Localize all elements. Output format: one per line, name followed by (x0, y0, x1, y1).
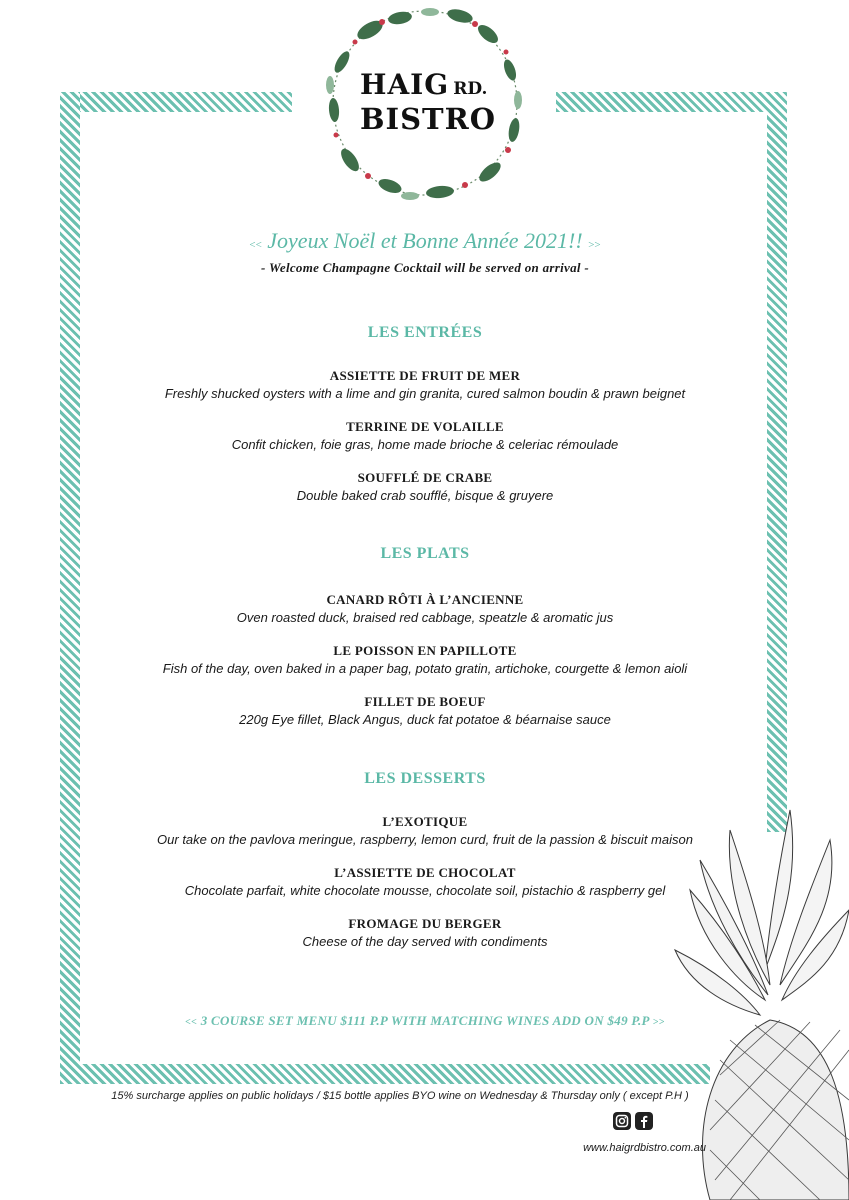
set-menu-text: 3 COURSE SET MENU $111 P.P WITH MATCHING WINES ADD ON $49 P.P (200, 1013, 650, 1028)
border-stripe-top-right (556, 92, 787, 112)
dish-name: L’ASSIETTE DE CHOCOLAT (334, 865, 516, 880)
website-link[interactable]: www.haigrdbistro.com.au (583, 1142, 706, 1154)
section-title: LES DESSERTS (364, 770, 486, 787)
dish-item (100, 694, 750, 727)
dish-name: TERRINE DE VOLAILLE (346, 419, 504, 434)
dish-item (100, 814, 750, 847)
dish-name: L’EXOTIQUE (382, 814, 468, 829)
section-title: LES PLATS (380, 545, 470, 562)
border-stripe-bottom (60, 1064, 710, 1084)
set-menu-offer (60, 1013, 790, 1029)
section-plats (100, 545, 750, 563)
dish-item (100, 865, 750, 898)
dish-description: 220g Eye fillet, Black Angus, duck fat potatoe & béarnaise sauce (239, 712, 611, 727)
greeting-chevron-close: >> (588, 239, 601, 251)
greeting (100, 228, 750, 254)
logo-wordmark (360, 70, 510, 134)
dish-item (100, 368, 750, 401)
set-menu-chevron-close: >> (652, 1017, 665, 1028)
section-title: LES ENTRÉES (367, 324, 483, 341)
dish-description: Double baked crab soufflé, bisque & gruyere (296, 488, 554, 503)
dish-item (100, 419, 750, 452)
facebook-icon[interactable] (635, 1112, 653, 1130)
logo (310, 0, 540, 210)
dish-item (100, 470, 750, 503)
dish-description: Fish of the day, oven baked in a paper bag, potato gratin, artichoke, courgette & lemon aioli (162, 661, 688, 676)
logo-line-1: HAIG (360, 68, 450, 101)
dish-item (100, 916, 750, 949)
dish-description: Oven roasted duck, braised red cabbage, speatzle & aromatic jus (236, 610, 614, 625)
section-desserts (100, 770, 750, 788)
dish-description: Freshly shucked oysters with a lime and gin granita, cured salmon boudin & prawn beignet (164, 386, 686, 401)
dish-name: CANARD RÔTI À L’ANCIENNE (326, 592, 524, 607)
greeting-chevron-open: << (249, 239, 262, 251)
dish-description: Cheese of the day served with condiments (302, 934, 548, 949)
dish-name: FROMAGE DU BERGER (348, 916, 502, 931)
dish-name: LE POISSON EN PAPILLOTE (333, 643, 517, 658)
logo-line-2: BISTRO (360, 102, 496, 136)
dish-description: Chocolate parfait, white chocolate mousse, chocolate soil, pistachio & raspberry gel (184, 883, 666, 898)
surcharge-note: 15% surcharge applies on public holidays / $15 bottle applies BYO wine on Wednesday & Thursday only ( except P.H ) (111, 1090, 689, 1102)
dish-item (100, 643, 750, 676)
greeting-text: Joyeux Noël et Bonne Année 2021!! (267, 228, 583, 253)
border-stripe-left (60, 92, 80, 1084)
border-stripe-top-left (60, 92, 292, 112)
instagram-icon[interactable] (613, 1112, 631, 1130)
section-entrees (100, 324, 750, 342)
dish-description: Confit chicken, foie gras, home made brioche & celeriac rémoulade (231, 437, 619, 452)
dish-description: Our take on the pavlova meringue, raspberry, lemon curd, fruit de la passion & biscuit maison (157, 832, 693, 847)
logo-line-1-small: RD. (453, 79, 488, 99)
dish-item (100, 592, 750, 625)
menu-header (100, 228, 750, 276)
pineapple-illustration (670, 800, 849, 1200)
dish-name: FILLET DE BOEUF (364, 694, 486, 709)
set-menu-chevron-open: << (185, 1017, 198, 1028)
dish-name: ASSIETTE DE FRUIT DE MER (329, 368, 521, 383)
welcome-note: - Welcome Champagne Cocktail will be served on arrival - (261, 260, 589, 275)
border-stripe-right (767, 92, 787, 832)
social-links (613, 1112, 653, 1130)
dish-name: SOUFFLÉ DE CRABE (357, 470, 493, 485)
